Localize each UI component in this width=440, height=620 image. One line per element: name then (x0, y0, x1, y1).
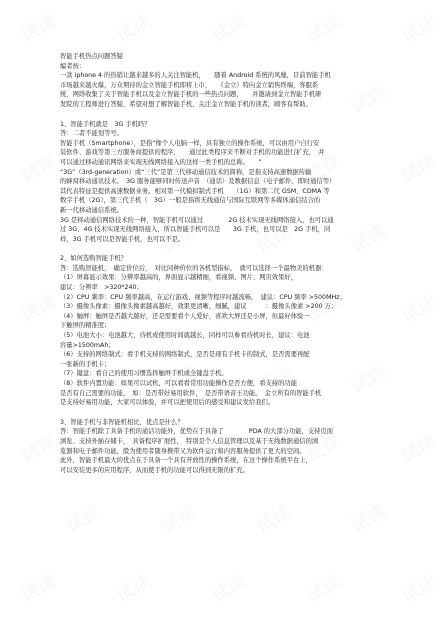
text-line: （7）键盘：看自己的使用习惯选择触屏手机或全键盘手机。 (60, 370, 228, 378)
text-line: 容量>1500mAh； (60, 341, 115, 349)
text-line: 一张新的手机卡； (60, 360, 111, 368)
text-line: 装软件、游戏等第三方服务商提供的程序， 通过此类程序来不断对手机的功能进行扩充， 并 (60, 149, 325, 157)
watermark-text (396, 288, 440, 329)
text-line: （2）CPU 频率：CPU 频率越高，在运行游戏、视频等程序时越流畅， 建议：CPU 频率 >500MHz； (60, 293, 346, 301)
text-line: （6）支持的网络制式：看手机支持的网络制式，是否是现有手机卡的制式，是否需要再配 (60, 351, 310, 359)
text-line: 市场越来越火爆，万众期待的金立智能手机即将上市， 《金立》特向金立销售终端，客服系 (60, 81, 319, 89)
watermark-text (16, 148, 60, 189)
doc-title: 智能手机热点问题答疑 (60, 53, 123, 60)
watermark-text (396, 148, 440, 189)
watermark-text (396, 428, 440, 469)
watermark-text (61, 498, 105, 539)
section-1-question: 1、智能手机就是 3G 手机吗？ (60, 120, 151, 128)
text-line: 样，3G 手机可以是智能手机，也可以不是。 (60, 235, 185, 243)
watermark-text (16, 8, 60, 49)
watermark-text (111, 568, 155, 609)
watermark-text (301, 8, 345, 49)
text-line: 一款 iphone 4 的热销让越来越多的人关注智能机， 随着 Android 系统的风靡，目前智能手机 (60, 72, 331, 80)
intro-paragraph (60, 71, 390, 109)
editor-note: 编者按： (60, 62, 86, 70)
text-line: 过 3G、4G 技术实现无线网络接入，所以智能手机可以是 3G 手机，也可以是 2G 手机，同 (60, 226, 331, 234)
text-line: 览器和电子邮件功能，股为使用者随身携带又为软件运行和内容服务提供了更大的空间。 (60, 447, 306, 455)
watermark-text (396, 8, 440, 49)
watermark-text (206, 8, 250, 49)
text-line: （1）屏幕显示效果：分辨率越高的，界面显示越精细，看视频、图片、网页效果好， (60, 274, 297, 282)
text-line: 浏览、支持外插存储卡， 具备程序扩展性， 特别是个人信息管理以及基于无线数据通信的浏 (60, 437, 319, 445)
watermark-text (156, 498, 200, 539)
section-1-answer (60, 129, 390, 244)
watermark-text (16, 428, 60, 469)
watermark-text (16, 288, 60, 329)
text-line: 是否有自己需要的功能， 如：是否带好易用软件， 是否带语音王功能。 金立所有的智能手机 (60, 389, 322, 397)
text-line: 下触屏的精准度； (60, 322, 111, 330)
document-body (60, 52, 390, 475)
text-line: 其代表特征是提供高速数据业务。相对第一代模拟制式手机 （1G）和第二代 GSM、CDMA 等 (60, 187, 330, 195)
section-3-answer (60, 427, 390, 475)
watermark-text (301, 568, 345, 609)
text-line: 新一代移动通信系统。 (60, 206, 123, 214)
text-line: 是支持好易用功能，大家可以体验，并可以把使用后的感受和建议发给我们。 (60, 399, 275, 407)
text-line: 答：智能手机除了具备手机的通话功能外，优势在于具备了 PDA 的大部分功能，支持页面 (60, 428, 334, 436)
text-line: 智能手机（Smartphone），是指“像个人电脑一样，具有独立的操作系统，可以由用户自行安 (60, 139, 320, 147)
text-line: 3G 是移动通信网络技术的一种，智能手机可以通过 2G 技术实现无线网络接入，也可以通 (60, 216, 334, 224)
section-3-question: 3、智能手机与非智能机相比，优点是什么？ (60, 418, 184, 426)
text-line: 建议：分辨率 >320*240； (60, 284, 143, 292)
watermark-text (346, 498, 390, 539)
text-line: （3）摄像头像素：摄像头像素越高越好，效果更清晰，细腻，建议 ：摄像头像素 >200 万； (60, 303, 338, 311)
text-line: 此外，智能手机最大的优点在于具备一个具有开放性的操作系统，在这个操作系统平台上， (60, 457, 312, 465)
watermark-text (206, 568, 250, 609)
text-line: （5）电池大小：电池越大，待机或使用时间就越长，同样可以参看待机时长，建议：电池 (60, 332, 310, 340)
text-line: 答：选购智能机， 确定价位后， 对比同种价位的各机型指标， 就可以选择一个最物美的机器： (60, 264, 328, 272)
text-line: 数字手机（2G），第三代手机（ 3G）一般是指将无线通信与国际互联网等多媒体通信结合的 (60, 197, 321, 205)
text-line: 统，网络收集了关于智能手机以及金立智能手机的一些热点问题， 并邀请到金立智能手机研 (60, 91, 322, 99)
watermark-text (111, 8, 155, 49)
text-line: 可以安装更多的应用程序，从而使手机的功能可以得到无限的扩充。 (60, 466, 249, 474)
watermark-text (16, 568, 60, 609)
text-line: 可以通过移动通讯网络来实现无线网络接入的这样一类手机的总称。 ” (60, 158, 262, 166)
watermark-text (396, 568, 440, 609)
text-line: （8）软件内置功能：如果可以试机，可以看看常用功能操作是否方便，看支持的功能 (60, 380, 297, 387)
text-line: 答：二者不能划等号。 (60, 130, 123, 138)
text-line: “3G”（3rd-generation）或“三代”是第三代移动通信技术的简称，是指支持高速数据传输 (60, 168, 312, 176)
section-2-question: 2、如何选购智能手机？ (60, 255, 127, 263)
text-line: 发院的工程师进行答疑，希望对想了解智能手机、关注金立智能手机的读者，顾客有帮助。 (60, 100, 312, 108)
text-line: 的蜂窝移动通讯技术。 3G 服务能够同时传送声音 （通话）及数据信息（电子邮件、即时通信等） (60, 178, 336, 186)
section-2-answer (60, 264, 390, 408)
watermark-text (251, 498, 295, 539)
text-line: （4）触屏：触屏是否越大越好，还是需要看个人爱好，喜欢大屏还是小屏，但最好体验一 (60, 312, 310, 320)
